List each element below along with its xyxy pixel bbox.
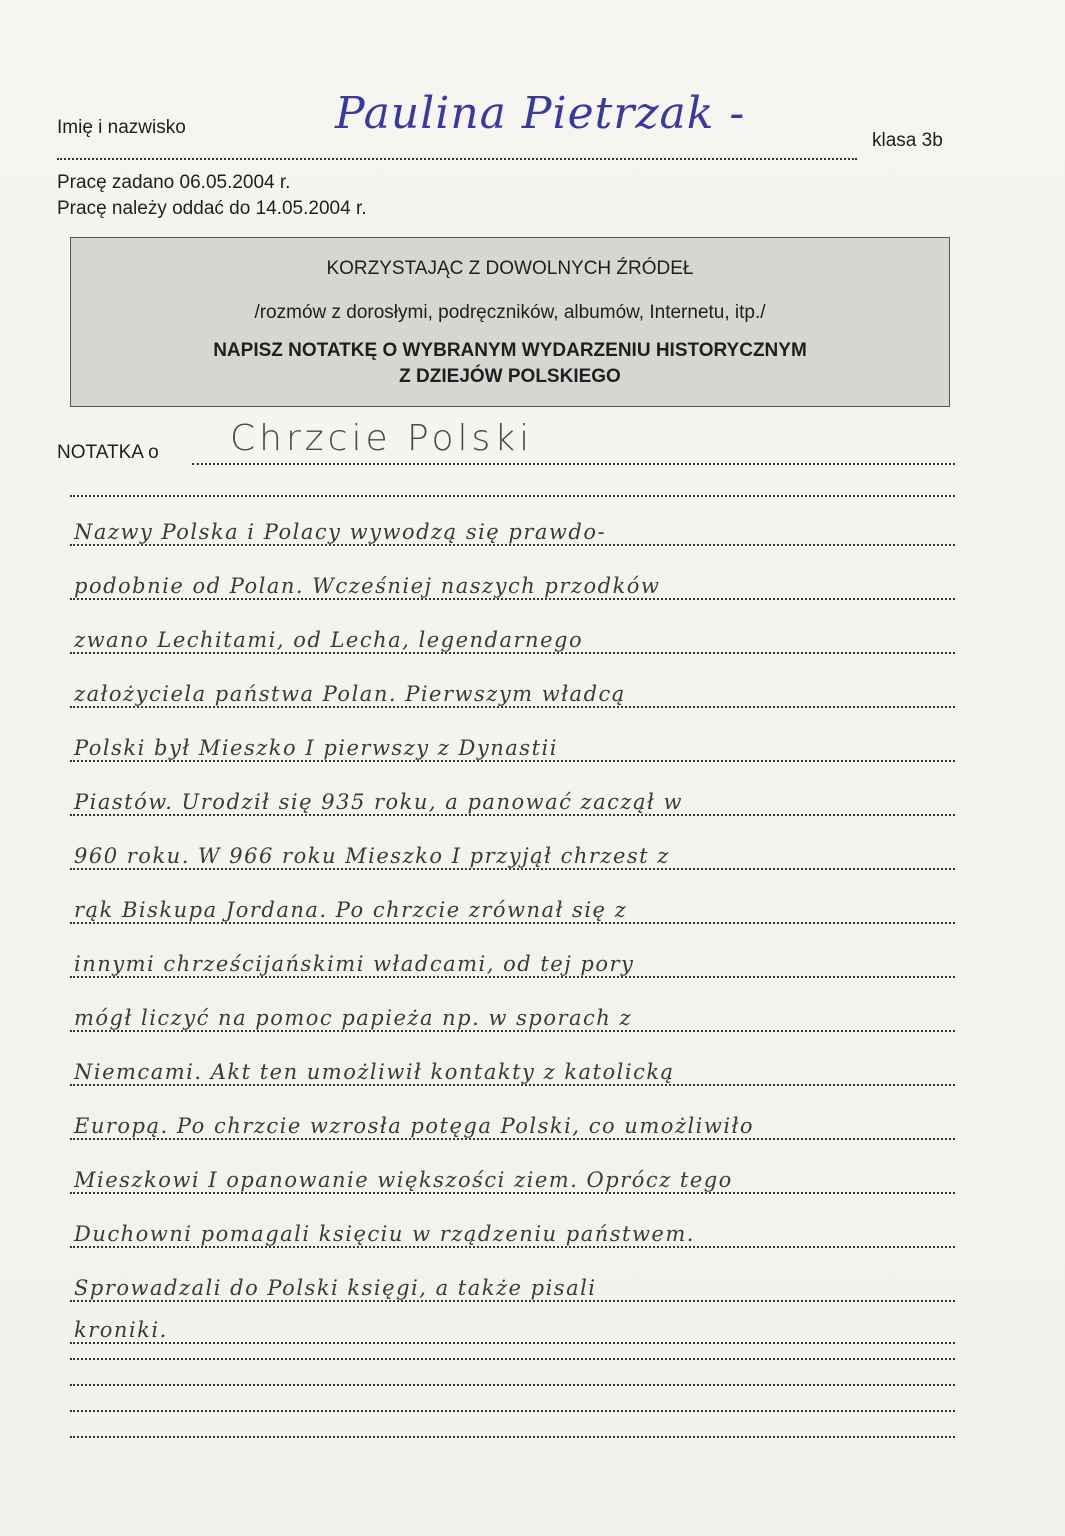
note-line	[70, 1204, 955, 1254]
note-line	[70, 1096, 955, 1146]
note-line-text: 960 roku. W 966 roku Mieszko I przyjął chrzest z	[74, 844, 670, 868]
assigned-date: Pracę zadano 06.05.2004 r.	[57, 172, 291, 193]
note-line	[70, 1300, 955, 1350]
note-line-text: mógł liczyć na pomoc papieża np. w sporach z	[74, 1006, 633, 1030]
note-line	[70, 664, 955, 714]
due-date: Pracę należy oddać do 14.05.2004 r.	[57, 198, 367, 219]
note-line	[70, 1150, 955, 1200]
note-line	[70, 502, 955, 552]
note-line-text: Sprowadzali do Polski księgi, a także pisali	[74, 1276, 597, 1300]
instruction-line-2: /rozmów z dorosłymi, podręczników, albumów, Internetu, itp./	[254, 302, 766, 323]
note-blank-line	[70, 1384, 955, 1386]
note-line-text: Mieszkowi I opanowanie większości ziem. Oprócz tego	[74, 1168, 733, 1192]
note-line	[70, 556, 955, 606]
note-line-text: zwano Lechitami, od Lecha, legendarnego	[74, 628, 584, 652]
note-line-text: rąk Biskupa Jordana. Po chrzcie zrównał się z	[74, 898, 628, 922]
note-line-text: założyciela państwa Polan. Pierwszym władcą	[74, 682, 626, 706]
note-line-text: innymi chrześcijańskimi władcami, od tej pory	[74, 952, 635, 976]
note-blank-line	[70, 1436, 955, 1438]
note-line-text: Piastów. Urodził się 935 roku, a panować zaczął w	[74, 790, 683, 814]
student-name-handwritten: Paulina Pietrzak -	[335, 88, 746, 139]
note-topic-dotted-line	[192, 463, 955, 465]
note-line-text: podobnie od Polan. Wcześniej naszych przodków	[74, 574, 661, 598]
note-blank-line	[70, 1358, 955, 1360]
note-line	[70, 610, 955, 660]
instruction-line-4: Z DZIEJÓW POLSKIEGO	[399, 366, 621, 387]
note-line	[70, 880, 955, 930]
note-blank-line	[70, 495, 955, 497]
note-line	[70, 718, 955, 768]
instruction-line-1: KORZYSTAJĄC Z DOWOLNYCH ŹRÓDEŁ	[326, 258, 694, 279]
note-line	[70, 988, 955, 1038]
note-line-text: Niemcami. Akt ten umożliwił kontakty z katolicką	[74, 1060, 675, 1084]
note-label: NOTATKA o	[57, 442, 159, 463]
class-label: klasa 3b	[872, 130, 943, 151]
note-line	[70, 826, 955, 876]
name-dotted-line	[57, 158, 857, 160]
instruction-box	[70, 237, 950, 407]
note-line-text: Nazwy Polska i Polacy wywodzą się prawdo-	[74, 520, 607, 544]
note-line	[70, 934, 955, 984]
note-line-text: kroniki.	[74, 1318, 168, 1342]
name-label: Imię i nazwisko	[57, 117, 186, 138]
note-line-text: Duchowni pomagali księciu w rządzeniu państwem.	[74, 1222, 695, 1246]
note-blank-line	[70, 1410, 955, 1412]
note-topic-handwritten: Chrzcie Polski	[230, 418, 534, 459]
note-line	[70, 772, 955, 822]
note-line	[70, 1042, 955, 1092]
instruction-line-3: NAPISZ NOTATKĘ O WYBRANYM WYDARZENIU HISTORYCZNYM	[213, 340, 807, 361]
note-line-text: Europą. Po chrzcie wzrosła potęga Polski, co umożliwiło	[74, 1114, 755, 1138]
note-line-text: Polski był Mieszko I pierwszy z Dynastii	[74, 736, 558, 760]
